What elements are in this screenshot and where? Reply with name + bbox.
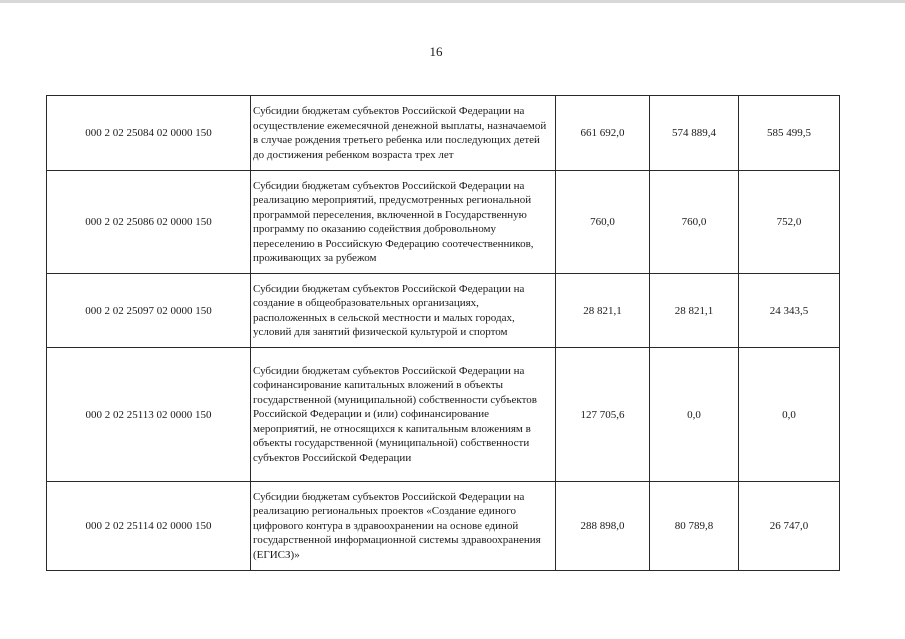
amount-year-1: 760,0 (556, 171, 650, 274)
budget-table (46, 95, 840, 571)
classification-code: 000 2 02 25114 02 0000 150 (47, 482, 251, 571)
classification-code: 000 2 02 25097 02 0000 150 (47, 274, 251, 348)
income-description: Субсидии бюджетам субъектов Российской Федерации на софинансирование капитальных вложений в объекты государственной (муниципальной) собственности субъектов Российской Федерации и (или) софинансирование мероприятий, не относящихся к капитальным вложениям в объекты государственной (муниципальной) собственности субъектов Российской Федерации (251, 348, 556, 482)
scan-top-edge (0, 0, 905, 3)
table-row (47, 348, 840, 482)
amount-year-3: 26 747,0 (739, 482, 840, 571)
classification-code: 000 2 02 25086 02 0000 150 (47, 171, 251, 274)
income-description: Субсидии бюджетам субъектов Российской Федерации на реализацию региональных проектов «Создание единого цифрового контура в здравоохранении на основе единой государственной информационной системы здравоохранения (ЕГИСЗ)» (251, 482, 556, 571)
amount-year-1: 127 705,6 (556, 348, 650, 482)
amount-year-1: 288 898,0 (556, 482, 650, 571)
table-row (47, 274, 840, 348)
amount-year-3: 585 499,5 (739, 96, 840, 171)
table-row (47, 171, 840, 274)
amount-year-2: 574 889,4 (650, 96, 739, 171)
amount-year-3: 752,0 (739, 171, 840, 274)
income-description: Субсидии бюджетам субъектов Российской Федерации на создание в общеобразовательных организациях, расположенных в сельской местности и малых городах, условий для занятий физической культурой и спортом (251, 274, 556, 348)
amount-year-3: 24 343,5 (739, 274, 840, 348)
amount-year-2: 80 789,8 (650, 482, 739, 571)
table-row (47, 482, 840, 571)
amount-year-2: 0,0 (650, 348, 739, 482)
income-description: Субсидии бюджетам субъектов Российской Федерации на осуществление ежемесячной денежной выплаты, назначаемой в случае рождения третьего ребенка или последующих детей до достижения ребенком возраста трех лет (251, 96, 556, 171)
amount-year-1: 28 821,1 (556, 274, 650, 348)
amount-year-3: 0,0 (739, 348, 840, 482)
page-number: 16 (429, 44, 443, 59)
classification-code: 000 2 02 25113 02 0000 150 (47, 348, 251, 482)
table-row (47, 96, 840, 171)
amount-year-2: 760,0 (650, 171, 739, 274)
amount-year-1: 661 692,0 (556, 96, 650, 171)
income-description: Субсидии бюджетам субъектов Российской Федерации на реализацию мероприятий, предусмотренных региональной программой переселения, включенной в Государственную программу по оказанию содействия добровольному переселению в Российскую Федерацию соотечественников, проживающих за рубежом (251, 171, 556, 274)
amount-year-2: 28 821,1 (650, 274, 739, 348)
classification-code: 000 2 02 25084 02 0000 150 (47, 96, 251, 171)
